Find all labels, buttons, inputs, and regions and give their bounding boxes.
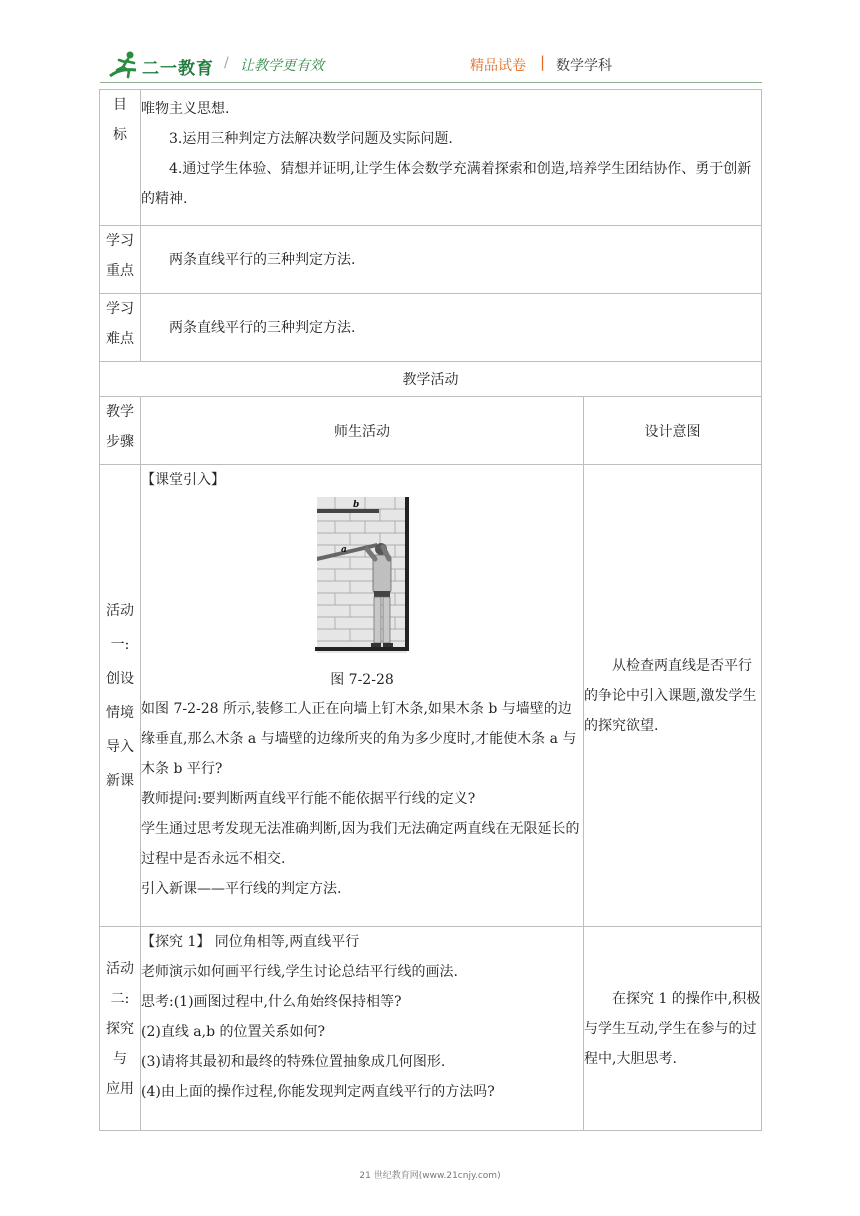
label-difficulty-1: 学习: [106, 301, 134, 317]
label-activity-1-part: 新课: [106, 772, 134, 789]
activity-2-line-1: 老师演示如何画平行线,学生讨论总结平行线的画法.: [141, 964, 458, 980]
activities-title: 教学活动: [100, 362, 762, 397]
label-goals-1: 目: [113, 97, 127, 113]
label-activity-2-part: 应用: [106, 1080, 134, 1097]
header-intent: 设计意图: [584, 397, 762, 465]
activity-2-line-2: 思考:(1)画图过程中,什么角始终保持相等?: [141, 994, 402, 1010]
label-activity-1-part: 活动: [106, 602, 134, 619]
activity-1-intent-text: 从检查两直线是否平行的争论中引入课题,激发学生的探究欲望.: [584, 657, 757, 734]
row-goals: [100, 90, 762, 226]
activity-2-content: [141, 927, 584, 1131]
label-activity-1-part: 一:: [110, 636, 130, 653]
activity-2-intent-text: 在探究 1 的操作中,积极与学生互动,学生在参与的过程中,大胆思考.: [584, 990, 761, 1067]
label-activity-2: [100, 927, 141, 1131]
row-difficulty: [100, 294, 762, 362]
figure-7-2-28: [141, 497, 583, 666]
page-header: [0, 0, 860, 84]
header-activity: 师生活动: [141, 397, 584, 465]
activity-1-paragraph-3: 学生通过思考发现无法准确判断,因为我们无法确定两直线在无限延长的过程中是否永远不相交.: [141, 821, 580, 867]
activity-1-paragraph-2: 教师提问:要判断两直线平行能不能依据平行线的定义?: [141, 791, 476, 807]
goals-line-1: 唯物主义思想.: [141, 101, 230, 117]
activity-1-paragraph-4: 引入新课——平行线的判定方法.: [141, 881, 342, 897]
row-activity-1: [100, 465, 762, 927]
label-b: b: [353, 500, 360, 510]
label-focus: [100, 226, 141, 294]
label-focus-1: 学习: [106, 233, 134, 249]
label-focus-2: 重点: [106, 263, 134, 279]
label-activity-2-part: 活动: [106, 960, 134, 977]
activity-2-line-3: (2)直线 a,b 的位置关系如何?: [141, 1024, 325, 1040]
label-activity-1-part: 创设: [106, 670, 134, 687]
label-activity-1-part: 导入: [106, 738, 134, 755]
row-activities-title: [100, 362, 762, 397]
difficulty-content: [141, 294, 762, 362]
label-a: a: [341, 545, 347, 555]
label-activity-1: [100, 465, 141, 927]
label-activity-1-part: 情境: [106, 704, 134, 721]
page-footer: 21 世纪教育网(www.21cnjy.com): [359, 1171, 501, 1181]
activity-1-intent: [584, 465, 762, 927]
worker-nailing-board-image: [315, 497, 409, 655]
row-column-headers: [100, 397, 762, 465]
header-divider: /: [224, 55, 229, 71]
header-tag-subject: 数学学科: [556, 58, 612, 74]
activity-2-intent: [584, 927, 762, 1131]
label-difficulty: [100, 294, 141, 362]
activity-1-heading: 【课堂引入】: [141, 472, 225, 488]
row-focus: [100, 226, 762, 294]
label-activity-2-part: 与: [113, 1050, 127, 1067]
label-difficulty-2: 难点: [106, 331, 134, 347]
focus-content: [141, 226, 762, 294]
row-activity-2: [100, 927, 762, 1131]
header-rule: [100, 82, 762, 83]
header-slogan: 让教学更有效: [240, 58, 324, 74]
focus-text: 两条直线平行的三种判定方法.: [169, 251, 356, 268]
activity-1-paragraph-1: 如图 7-2-28 所示,装修工人正在向墙上钉木条,如果木条 b 与墙壁的边缘垂直,那么木条 a 与墙壁的边缘所夹的角为多少度时,才能使木条 a 与木条 b 平行?: [141, 701, 577, 777]
header-step: [100, 397, 141, 465]
label-goals-2: 标: [113, 127, 127, 143]
activity-2-line-4: (3)请将其最初和最终的特殊位置抽象成几何图形.: [141, 1054, 446, 1070]
figure-caption: 图 7-2-28: [330, 672, 394, 688]
header-step-1: 教学: [106, 404, 134, 420]
goals-content: [141, 90, 762, 226]
label-activity-2-part: 探究: [106, 1020, 134, 1037]
goals-line-3: 4.通过学生体验、猜想并证明,让学生体会数学充满着探索和创造,培养学生团结协作、勇于创新的精神.: [141, 161, 752, 207]
header-tag-exam: 精品试卷: [470, 58, 526, 74]
label-goals: [100, 90, 141, 226]
goals-line-2: 3.运用三种判定方法解决数学问题及实际问题.: [169, 131, 453, 147]
logo-text: 二一教育: [142, 59, 214, 79]
activity-1-content: [141, 465, 584, 927]
header-separator: |: [540, 53, 546, 71]
header-step-2: 步骤: [106, 434, 134, 450]
difficulty-text: 两条直线平行的三种判定方法.: [169, 319, 356, 336]
activity-2-heading: 【探究 1】 同位角相等,两直线平行: [141, 934, 360, 950]
lesson-plan-table: [99, 89, 762, 1131]
label-activity-2-part: 二:: [110, 990, 130, 1007]
activity-2-line-5: (4)由上面的操作过程,你能发现判定两直线平行的方法吗?: [141, 1084, 495, 1100]
